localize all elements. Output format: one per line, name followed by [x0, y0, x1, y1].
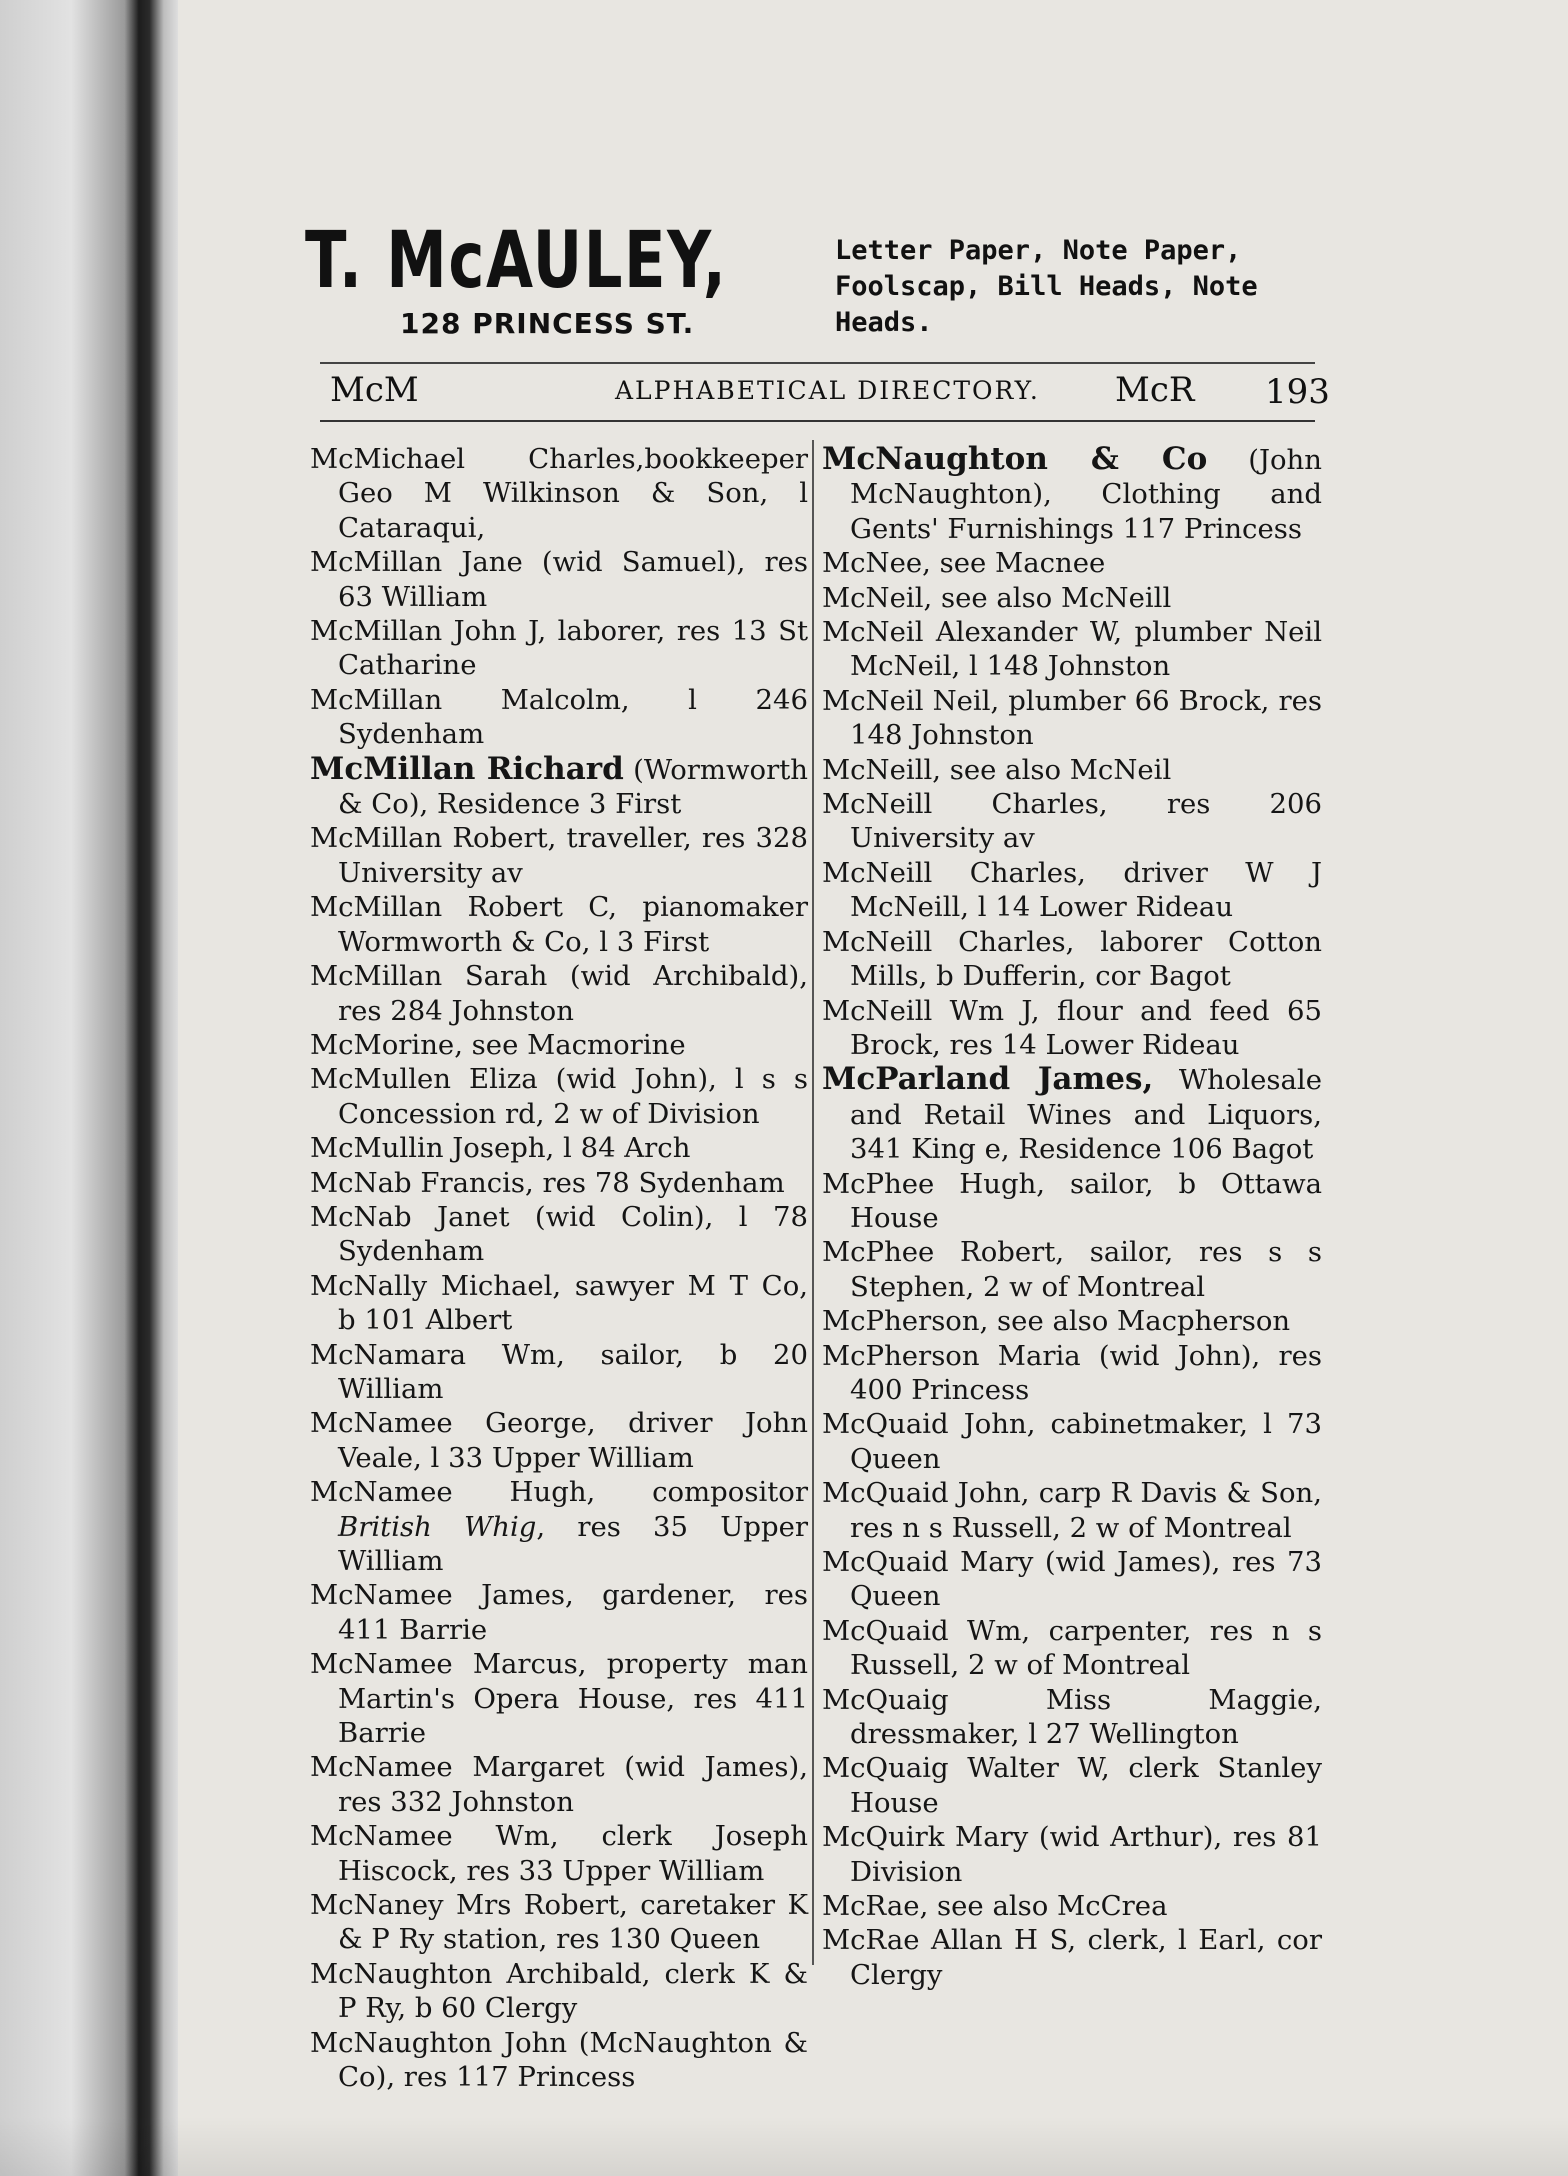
entry-text: Wholesale and Retail Wines and Liquors, 341 King e, Residence 106 Bagot: [850, 1064, 1322, 1166]
entry-text: McRae Allan H S, clerk, l Earl, cor Clergy: [822, 1924, 1322, 1991]
directory-entry: [822, 1235, 1322, 1304]
directory-entry: [822, 1304, 1322, 1338]
directory-entry: [310, 1200, 808, 1269]
directory-entry: [310, 821, 808, 890]
directory-entry: [822, 1820, 1322, 1889]
entry-name-bold: McParland James,: [822, 1061, 1154, 1098]
entry-text-italic: British Whig: [338, 1510, 537, 1543]
directory-entry: [310, 545, 808, 614]
entry-text: McQuaid John, carp R Davis & Son, res n s Russell, 2 w of Montreal: [822, 1477, 1322, 1544]
entry-text: McMorine, see Macmorine: [310, 1028, 686, 1061]
directory-entry: [822, 1476, 1322, 1545]
directory-entry: [822, 1683, 1322, 1752]
entry-text: McQuirk Mary (wid Arthur), res 81 Division: [822, 1821, 1322, 1888]
entry-text: McPhee Robert, sailor, res s s Stephen, 2 w of Montreal: [822, 1236, 1322, 1303]
directory-entry: [310, 1750, 808, 1819]
directory-entry: [822, 1167, 1322, 1236]
directory-entry: [822, 1614, 1322, 1683]
left-column: [310, 442, 808, 2095]
entry-text: McQuaig Walter W, clerk Stanley House: [822, 1752, 1322, 1819]
entry-text: McNeil Neil, plumber 66 Brock, res 148 Johnston: [822, 684, 1322, 752]
entry-text: McNally Michael, sawyer M T Co, b 101 Albert: [310, 1269, 808, 1337]
running-head-right: McR: [1115, 370, 1195, 410]
directory-entry: [310, 752, 808, 822]
directory-entry: [822, 787, 1322, 856]
directory-entry: [822, 1923, 1322, 1992]
directory-entry: [310, 1819, 808, 1888]
entry-text: McNamara Wm, sailor, b 20 William: [310, 1338, 808, 1405]
directory-entry: [310, 1338, 808, 1407]
directory-entry: [310, 1406, 808, 1475]
entry-text: McMillan Sarah (wid Archibald), res 284 Johnston: [310, 960, 808, 1027]
directory-entry: [310, 959, 808, 1028]
directory-entry: [310, 1131, 808, 1165]
directory-entry: [310, 1269, 808, 1338]
directory-entry: [822, 546, 1322, 580]
advertiser-description: Letter Paper, Note Paper, Foolscap, Bill Heads, Note Heads.: [835, 235, 1258, 338]
entry-text: McNee, see Macnee: [822, 547, 1106, 580]
entry-text: McNeill Charles, res 206 University av: [822, 788, 1322, 855]
directory-entry: [822, 1339, 1322, 1408]
directory-entry: [310, 683, 808, 752]
entry-text: McMillan Robert, traveller, res 328 University av: [310, 822, 808, 889]
entry-text: McMillan Jane (wid Samuel), res 63 William: [310, 546, 808, 613]
directory-entry: [822, 615, 1322, 684]
entry-text: McNaney Mrs Robert, caretaker K & P Ry station, res 130 Queen: [310, 1889, 808, 1956]
entry-text: McNab Janet (wid Colin), l 78 Sydenham: [310, 1200, 808, 1268]
book-binding-gutter: [0, 0, 178, 2176]
entry-text: McNeill Charles, laborer Cotton Mills, b Dufferin, cor Bagot: [822, 925, 1322, 993]
running-head-left: McM: [330, 370, 419, 410]
running-head: [330, 370, 1330, 420]
entry-name-bold: McNaughton & Co: [822, 441, 1208, 477]
column-divider: [812, 440, 814, 1965]
directory-entry: [822, 1545, 1322, 1614]
entry-text: (Wormworth & Co), Residence 3 First: [338, 753, 808, 821]
directory-entry: [822, 994, 1322, 1063]
entry-text: McNab Francis, res 78 Sydenham: [310, 1166, 785, 1199]
entry-text: McQuaid John, cabinetmaker, l 73 Queen: [822, 1408, 1322, 1475]
entry-text: McQuaid Mary (wid James), res 73 Queen: [822, 1546, 1322, 1613]
advertisement-header: [305, 215, 1325, 345]
entry-text: McMillan Malcolm, l 246 Sydenham: [310, 683, 808, 751]
directory-entry: [822, 856, 1322, 925]
entry-name-bold: McMillan Richard: [310, 750, 624, 787]
entry-text: McNamee Wm, clerk Joseph Hiscock, res 33 Upper William: [310, 1820, 808, 1887]
entry-text: McNamee James, gardener, res 411 Barrie: [310, 1579, 808, 1646]
entry-text: McNeill Charles, driver W J McNeill, l 14 Lower Rideau: [822, 856, 1322, 924]
entry-text: McQuaig Miss Maggie, dressmaker, l 27 Wellington: [822, 1683, 1322, 1751]
entry-text: McQuaid Wm, carpenter, res n s Russell, 2 w of Montreal: [822, 1614, 1322, 1682]
entry-text: McNeill Wm J, flour and feed 65 Brock, res 14 Lower Rideau: [822, 994, 1322, 1061]
directory-entry: [822, 442, 1322, 546]
directory-entry: [310, 442, 808, 545]
directory-entry: [822, 684, 1322, 753]
directory-entry: [822, 1407, 1322, 1476]
entry-text: McNaughton John (McNaughton & Co), res 117 Princess: [310, 2026, 808, 2094]
directory-entry: [310, 1166, 808, 1200]
running-head-title: ALPHABETICAL DIRECTORY.: [615, 376, 1040, 405]
directory-entry: [310, 1578, 808, 1647]
advertiser-address: 128 PRINCESS ST.: [400, 307, 695, 340]
directory-entry: [822, 1751, 1322, 1820]
directory-entry: [310, 1957, 808, 2026]
entry-text: McPherson, see also Macpherson: [822, 1305, 1291, 1338]
header-rule-bottom: [320, 420, 1315, 422]
entry-text: McMullin Joseph, l 84 Arch: [310, 1132, 691, 1165]
entry-text: McNamee George, driver John Veale, l 33 Upper William: [310, 1407, 808, 1474]
directory-entry: [310, 614, 808, 683]
entry-text: McRae, see also McCrea: [822, 1890, 1168, 1923]
advertiser-name: T. McAULEY,: [305, 216, 728, 306]
directory-entry: [310, 1888, 808, 1957]
entry-text: McMillan John J, laborer, res 13 St Catharine: [310, 615, 808, 682]
page-shadow: [0, 2116, 1568, 2176]
directory-entry: [310, 1647, 808, 1750]
entry-text: McPhee Hugh, sailor, b Ottawa House: [822, 1167, 1322, 1234]
directory-entry: [310, 1475, 808, 1578]
directory-entry: [310, 1062, 808, 1131]
entry-text: McNeil Alexander W, plumber Neil McNeil, l 148 Johnston: [822, 616, 1322, 683]
entry-text: McNamee Hugh, compositor: [310, 1476, 808, 1509]
entry-text: McMullen Eliza (wid John), l s s Concession rd, 2 w of Division: [310, 1063, 808, 1130]
entry-text: McMillan Robert C, pianomaker Wormworth & Co, l 3 First: [310, 891, 808, 958]
directory-entry: [310, 2026, 808, 2095]
right-column: [822, 442, 1322, 1992]
entry-text: McNamee Marcus, property man Martin's Opera House, res 411 Barrie: [310, 1648, 808, 1750]
entry-text: McMichael Charles,bookkeeper Geo M Wilkinson & Son, l Cataraqui,: [310, 443, 808, 544]
entry-text: McNamee Margaret (wid James), res 332 Johnston: [310, 1751, 808, 1818]
directory-entry: [310, 890, 808, 959]
directory-entry: [822, 1062, 1322, 1166]
header-rule-top: [320, 362, 1315, 364]
directory-entry: [822, 925, 1322, 994]
entry-text: McNeil, see also McNeill: [822, 581, 1172, 614]
directory-entry: [310, 1028, 808, 1062]
page-number: 193: [1265, 372, 1330, 412]
directory-entry: [822, 1889, 1322, 1923]
entry-text: McPherson Maria (wid John), res 400 Princess: [822, 1339, 1322, 1406]
directory-entry: [822, 581, 1322, 615]
entry-text: McNeill, see also McNeil: [822, 753, 1172, 786]
directory-entry: [822, 753, 1322, 787]
entry-text-continued: , res 35 Upper William: [338, 1510, 809, 1577]
entry-text: McNaughton Archibald, clerk K & P Ry, b 60 Clergy: [310, 1957, 808, 2025]
entry-text: (John McNaughton), Clothing and Gents' Furnishings 117 Princess: [850, 444, 1322, 545]
